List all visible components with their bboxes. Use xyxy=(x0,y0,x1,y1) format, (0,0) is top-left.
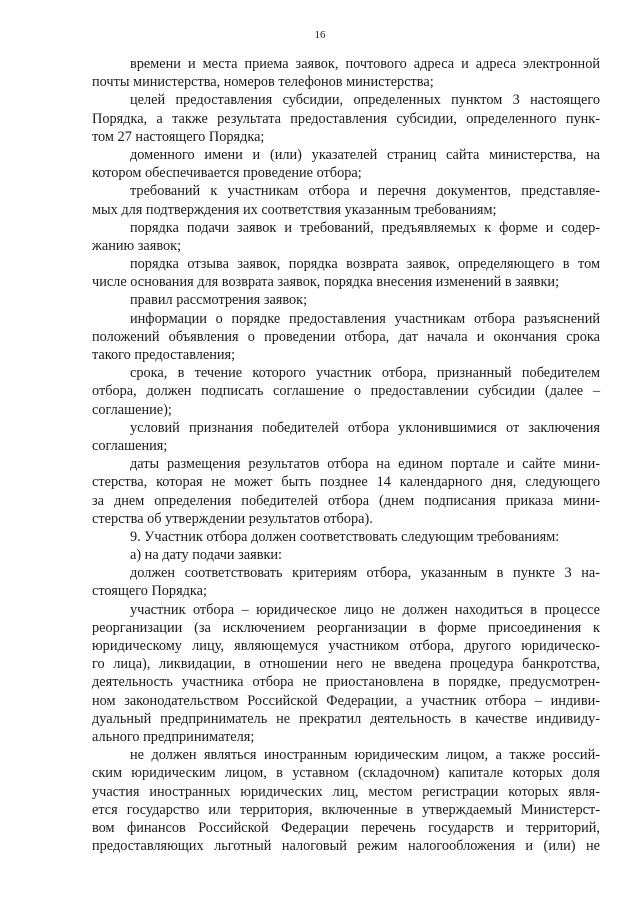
text-line: должен соответствовать критериям отбора, указанным в пункте 3 на- xyxy=(130,565,600,582)
text-line: реорганизации (за исключением реорганизации в форме присоединения к xyxy=(92,619,600,636)
text-line: ским юридическим лицом, в уставном (складочном) капитале которых доля xyxy=(92,765,600,782)
text-line: деятельность участника отбора не приостановлена в порядке, предусмотрен- xyxy=(92,674,600,691)
text-line: ется государство или территория, включенные в утверждаемый Министерст- xyxy=(92,801,600,818)
text-line: доменного имени и (или) указателей страниц сайта министерства, на xyxy=(130,146,600,163)
text-line: порядка подачи заявок и требований, предъявляемых к форме и содер- xyxy=(130,219,600,236)
text-line: дуальный предприниматель не прекратил деятельность в качестве индивиду- xyxy=(92,710,600,727)
text-line: числе основания для возврата заявок, порядка внесения изменений в заявки; xyxy=(92,274,560,291)
text-line: за днем определения победителей отбора (днем подписания приказа мини- xyxy=(92,492,600,509)
text-line: мых для подтверждения их соответствия указанным требованиям; xyxy=(92,201,497,218)
text-line: целей предоставления субсидии, определенных пунктом 3 настоящего xyxy=(130,92,600,109)
text-line: правил рассмотрения заявок; xyxy=(130,292,308,309)
text-line: порядка отзыва заявок, порядка возврата заявок, определяющего в том xyxy=(130,256,600,273)
text-line: жанию заявок; xyxy=(92,237,182,254)
text-line: условий признания победителей отбора уклонившимися от заключения xyxy=(130,419,600,436)
text-line: ном законодательством Российской Федерации, а участник отбора – индиви- xyxy=(92,692,600,709)
text-line: почты министерства, номеров телефонов министерства; xyxy=(92,74,434,91)
page-number: 16 xyxy=(314,29,326,41)
text-line: том 27 настоящего Порядка; xyxy=(92,128,265,145)
text-line: информации о порядке предоставления участникам отбора разъяснений xyxy=(130,310,600,327)
document-text xyxy=(92,55,600,855)
text-line: предоставляющих льготный налоговый режим налогообложения и (или) не xyxy=(92,838,600,855)
text-line: а) на дату подачи заявки: xyxy=(130,547,283,564)
text-line: отбора, должен подписать соглашение о предоставлении субсидии (далее – xyxy=(92,383,600,400)
text-line: времени и места приема заявок, почтового адреса и адреса электронной xyxy=(130,56,600,72)
text-line: го лица), ликвидации, в отношении него не введена процедура банкротства, xyxy=(92,656,600,673)
text-line: участия иностранных юридических лиц, местом регистрации которых явля- xyxy=(92,783,600,800)
text-line: Порядка, а также результата предоставления субсидии, определенного пунк- xyxy=(92,110,600,127)
text-line: даты размещения результатов отбора на едином портале и сайте мини- xyxy=(130,456,600,473)
text-line: юридическому лицу, являющемуся участником отбора, другого юридическо- xyxy=(92,638,600,654)
text-line: стоящего Порядка; xyxy=(92,583,207,600)
text-line: положений объявления о проведении отбора, дат начала и окончания срока xyxy=(92,328,600,345)
text-line: срока, в течение которого участник отбора, признанный победителем xyxy=(130,365,600,382)
text-line: котором обеспечивается проведение отбора; xyxy=(92,165,362,182)
text-line: такого предоставления; xyxy=(92,347,236,363)
text-line: ального предпринимателя; xyxy=(92,728,255,745)
text-line: стерства об утверждении результатов отбора). xyxy=(92,510,373,527)
text-line: соглашения; xyxy=(92,437,168,454)
text-line: участник отбора – юридическое лицо не должен находиться в процессе xyxy=(130,601,600,618)
text-line: вом финансов Российской Федерации перечень государств и территорий, xyxy=(92,819,600,836)
text-line: соглашение); xyxy=(92,401,172,418)
text-line: требований к участникам отбора и перечня документов, представляе- xyxy=(130,183,600,200)
text-line: не должен являться иностранным юридическим лицом, а также россий- xyxy=(130,747,600,764)
text-line: 9. Участник отбора должен соответствовать следующим требованиям: xyxy=(130,528,560,545)
text-line: стерства, которая не может быть позднее 14 календарного дня, следующего xyxy=(92,474,600,491)
